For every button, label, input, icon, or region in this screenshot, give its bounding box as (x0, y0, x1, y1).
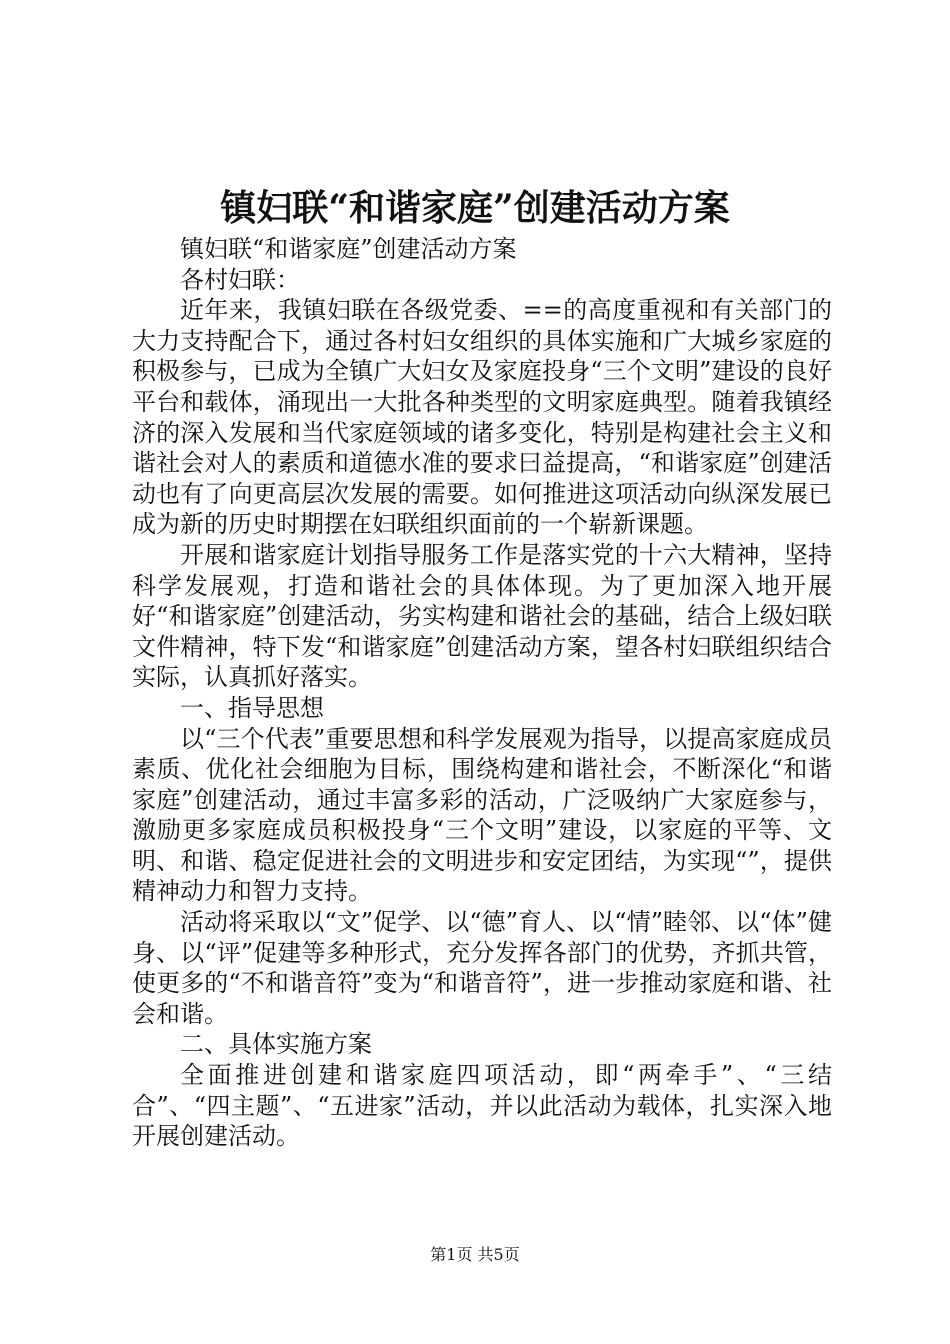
body-paragraph: 全面推进创建和谐家庭四项活动，即“两牵手”、“三结合”、“四主题”、“五进家”活动，并以此活动为载体，扎实深入地开展创建活动。 (132, 1061, 832, 1151)
page-footer: 第1页 共5页 (430, 1245, 520, 1264)
document-body (132, 234, 832, 1152)
body-paragraph: 开展和谐家庭计划指导服务工作是落实党的十六大精神，坚持科学发展观，打造和谐社会的具体体现。为了更加深入地开展好“和谐家庭”创建活动，劣实构建和谐社会的基础，结合上级妇联文件精神，特下发“和谐家庭”创建活动方案，望各村妇联组织结合实际，认真抓好落实。 (132, 540, 832, 692)
section-heading: 一、指导思想 (180, 693, 324, 722)
section-heading: 二、具体实施方案 (180, 1030, 372, 1059)
body-paragraph: 以“三个代表”重要思想和科学发展观为指导，以提高家庭成员素质、优化社会细胞为目标，围绕构建和谐社会，不断深化“和谐家庭”创建活动，通过丰富多彩的活动，广泛吸纳广大家庭参与，激励更多家庭成员积极投身“三个文明”建设，以家庭的平等、文明、和谐、稳定促进社会的文明进步和安定团结，为实现“”，提供精神动力和智力支持。 (132, 724, 832, 906)
document-title: 镇妇联“和谐家庭”创建活动方案 (220, 187, 730, 229)
body-paragraph: 活动将采取以“文”促学、以“德”育人、以“情”睦邻、以“体”健身、以“评”促建等多种形式，充分发挥各部门的优势，齐抓共管，使更多的“不和谐音符”变为“和谐音符”，进一步推动家庭和谐、社会和谐。 (132, 908, 832, 1028)
body-paragraph: 近年来，我镇妇联在各级党委、==的高度重视和有关部门的大力支持配合下，通过各村妇女组织的具体实施和广大城乡家庭的积极参与，已成为全镇广大妇女及家庭投身“三个文明”建设的良好平台和载体，涌现出一大批各种类型的文明家庭典型。随着我镇经济的深入发展和当代家庭领域的诸多变化，特别是构建社会主义和谐社会对人的素质和道德水准的要求曰益提高，“和谐家庭”创建活动也有了向更高层次发展的需要。如何推进这项活动向纵深发展已成为新的历史时期摆在妇联组织面前的一个崭新课题。 (132, 296, 832, 539)
body-paragraph-subtitle: 镇妇联“和谐家庭”创建活动方案 (180, 235, 517, 263)
body-paragraph-salutation: 各村妇联： (180, 265, 300, 294)
